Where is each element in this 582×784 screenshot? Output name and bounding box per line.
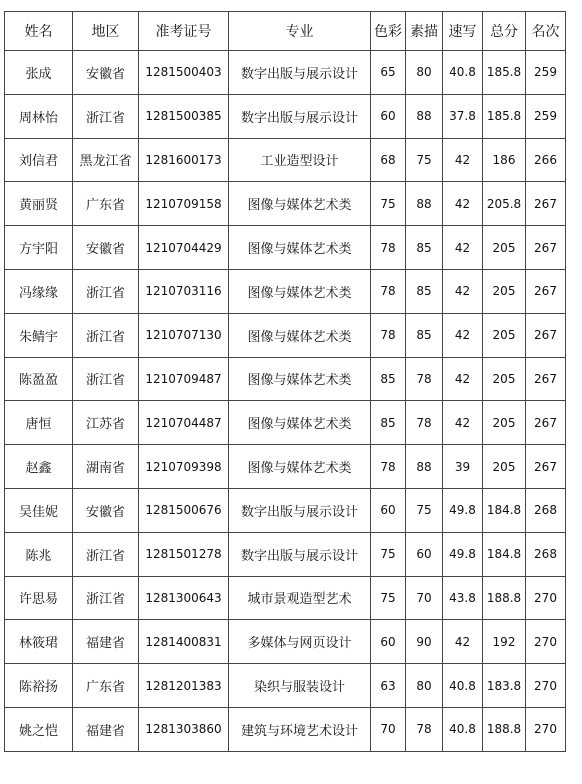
cell-region: 湖南省 — [73, 445, 139, 489]
cell-exam-number: 1281500676 — [139, 488, 229, 532]
cell-total-score: 205 — [483, 313, 526, 357]
cell-exam-number: 1210709487 — [139, 357, 229, 401]
table-row — [5, 664, 566, 708]
table-row — [5, 313, 566, 357]
table-row — [5, 138, 566, 182]
cell-region: 浙江省 — [73, 357, 139, 401]
cell-rank: 268 — [526, 532, 566, 576]
cell-name: 陈裕扬 — [5, 664, 73, 708]
cell-major: 工业造型设计 — [229, 138, 371, 182]
cell-quick-sketch-score: 42 — [443, 269, 483, 313]
cell-exam-number: 1281501278 — [139, 532, 229, 576]
cell-major: 图像与媒体艺术类 — [229, 182, 371, 226]
table-row — [5, 445, 566, 489]
cell-color-score: 75 — [371, 182, 406, 226]
cell-name: 张成 — [5, 51, 73, 95]
cell-sketch-score: 80 — [406, 51, 443, 95]
cell-region: 浙江省 — [73, 532, 139, 576]
table-row — [5, 269, 566, 313]
cell-name: 吴佳妮 — [5, 488, 73, 532]
table-row — [5, 532, 566, 576]
cell-sketch-score: 88 — [406, 445, 443, 489]
cell-color-score: 68 — [371, 138, 406, 182]
header-region: 地区 — [73, 12, 139, 51]
cell-color-score: 63 — [371, 664, 406, 708]
cell-total-score: 185.8 — [483, 51, 526, 95]
cell-name: 林筱珺 — [5, 620, 73, 664]
header-total-score: 总分 — [483, 12, 526, 51]
table-row — [5, 401, 566, 445]
cell-major: 图像与媒体艺术类 — [229, 401, 371, 445]
cell-total-score: 192 — [483, 620, 526, 664]
table-body — [5, 51, 566, 752]
cell-major: 图像与媒体艺术类 — [229, 226, 371, 270]
cell-color-score: 70 — [371, 707, 406, 751]
cell-color-score: 78 — [371, 313, 406, 357]
cell-rank: 266 — [526, 138, 566, 182]
score-table — [4, 11, 566, 752]
cell-quick-sketch-score: 42 — [443, 401, 483, 445]
cell-color-score: 78 — [371, 269, 406, 313]
cell-exam-number: 1210707130 — [139, 313, 229, 357]
cell-region: 浙江省 — [73, 313, 139, 357]
cell-sketch-score: 78 — [406, 401, 443, 445]
table-row — [5, 357, 566, 401]
cell-quick-sketch-score: 40.8 — [443, 664, 483, 708]
cell-major: 数字出版与展示设计 — [229, 94, 371, 138]
cell-sketch-score: 75 — [406, 488, 443, 532]
cell-color-score: 78 — [371, 226, 406, 270]
cell-region: 浙江省 — [73, 94, 139, 138]
cell-major: 图像与媒体艺术类 — [229, 269, 371, 313]
cell-rank: 267 — [526, 445, 566, 489]
cell-sketch-score: 85 — [406, 313, 443, 357]
cell-sketch-score: 78 — [406, 357, 443, 401]
cell-region: 福建省 — [73, 707, 139, 751]
cell-region: 安徽省 — [73, 488, 139, 532]
cell-color-score: 75 — [371, 532, 406, 576]
header-name: 姓名 — [5, 12, 73, 51]
cell-total-score: 205 — [483, 357, 526, 401]
table-row — [5, 94, 566, 138]
cell-name: 姚之恺 — [5, 707, 73, 751]
cell-exam-number: 1281600173 — [139, 138, 229, 182]
cell-exam-number: 1210709158 — [139, 182, 229, 226]
table-row — [5, 488, 566, 532]
cell-rank: 267 — [526, 182, 566, 226]
header-exam-number: 准考证号 — [139, 12, 229, 51]
header-rank: 名次 — [526, 12, 566, 51]
cell-rank: 267 — [526, 357, 566, 401]
cell-quick-sketch-score: 42 — [443, 138, 483, 182]
cell-rank: 267 — [526, 226, 566, 270]
cell-name: 周林怡 — [5, 94, 73, 138]
cell-sketch-score: 78 — [406, 707, 443, 751]
cell-exam-number: 1281500385 — [139, 94, 229, 138]
cell-total-score: 205.8 — [483, 182, 526, 226]
cell-rank: 259 — [526, 51, 566, 95]
cell-name: 方宇阳 — [5, 226, 73, 270]
score-table-container — [4, 11, 566, 752]
cell-rank: 270 — [526, 620, 566, 664]
cell-total-score: 205 — [483, 226, 526, 270]
header-major: 专业 — [229, 12, 371, 51]
cell-major: 图像与媒体艺术类 — [229, 445, 371, 489]
cell-quick-sketch-score: 49.8 — [443, 488, 483, 532]
table-row — [5, 707, 566, 751]
table-header — [5, 12, 566, 51]
cell-rank: 259 — [526, 94, 566, 138]
cell-color-score: 85 — [371, 401, 406, 445]
cell-quick-sketch-score: 42 — [443, 620, 483, 664]
cell-region: 广东省 — [73, 182, 139, 226]
table-row — [5, 576, 566, 620]
cell-exam-number: 1281500403 — [139, 51, 229, 95]
table-row — [5, 226, 566, 270]
cell-rank: 270 — [526, 707, 566, 751]
cell-exam-number: 1210704429 — [139, 226, 229, 270]
cell-exam-number: 1210709398 — [139, 445, 229, 489]
cell-sketch-score: 70 — [406, 576, 443, 620]
cell-color-score: 75 — [371, 576, 406, 620]
cell-color-score: 85 — [371, 357, 406, 401]
cell-region: 江苏省 — [73, 401, 139, 445]
cell-total-score: 188.8 — [483, 576, 526, 620]
cell-total-score: 205 — [483, 401, 526, 445]
cell-rank: 267 — [526, 313, 566, 357]
cell-quick-sketch-score: 40.8 — [443, 707, 483, 751]
cell-name: 赵鑫 — [5, 445, 73, 489]
cell-total-score: 186 — [483, 138, 526, 182]
cell-major: 建筑与环境艺术设计 — [229, 707, 371, 751]
cell-name: 唐恒 — [5, 401, 73, 445]
cell-sketch-score: 80 — [406, 664, 443, 708]
cell-exam-number: 1281201383 — [139, 664, 229, 708]
cell-exam-number: 1281303860 — [139, 707, 229, 751]
header-sketch-score: 素描 — [406, 12, 443, 51]
cell-quick-sketch-score: 40.8 — [443, 51, 483, 95]
cell-quick-sketch-score: 42 — [443, 313, 483, 357]
cell-major: 数字出版与展示设计 — [229, 532, 371, 576]
header-quick-sketch-score: 速写 — [443, 12, 483, 51]
cell-total-score: 205 — [483, 445, 526, 489]
cell-total-score: 183.8 — [483, 664, 526, 708]
cell-rank: 270 — [526, 576, 566, 620]
table-row — [5, 620, 566, 664]
cell-name: 朱鲭宇 — [5, 313, 73, 357]
cell-region: 黑龙江省 — [73, 138, 139, 182]
cell-total-score: 184.8 — [483, 488, 526, 532]
cell-quick-sketch-score: 37.8 — [443, 94, 483, 138]
cell-rank: 267 — [526, 269, 566, 313]
cell-sketch-score: 85 — [406, 269, 443, 313]
header-row — [5, 12, 566, 51]
cell-total-score: 184.8 — [483, 532, 526, 576]
cell-major: 多媒体与网页设计 — [229, 620, 371, 664]
cell-sketch-score: 88 — [406, 94, 443, 138]
cell-quick-sketch-score: 42 — [443, 182, 483, 226]
cell-color-score: 60 — [371, 488, 406, 532]
cell-rank: 268 — [526, 488, 566, 532]
cell-major: 图像与媒体艺术类 — [229, 357, 371, 401]
cell-major: 数字出版与展示设计 — [229, 488, 371, 532]
cell-quick-sketch-score: 49.8 — [443, 532, 483, 576]
cell-exam-number: 1281400831 — [139, 620, 229, 664]
cell-major: 染织与服装设计 — [229, 664, 371, 708]
cell-sketch-score: 88 — [406, 182, 443, 226]
cell-major: 图像与媒体艺术类 — [229, 313, 371, 357]
cell-quick-sketch-score: 42 — [443, 226, 483, 270]
cell-exam-number: 1210704487 — [139, 401, 229, 445]
cell-color-score: 78 — [371, 445, 406, 489]
cell-total-score: 185.8 — [483, 94, 526, 138]
cell-region: 浙江省 — [73, 576, 139, 620]
cell-name: 陈兆 — [5, 532, 73, 576]
cell-total-score: 188.8 — [483, 707, 526, 751]
cell-name: 许思易 — [5, 576, 73, 620]
cell-name: 冯缘缘 — [5, 269, 73, 313]
cell-name: 陈盈盈 — [5, 357, 73, 401]
cell-quick-sketch-score: 43.8 — [443, 576, 483, 620]
cell-name: 刘信君 — [5, 138, 73, 182]
cell-quick-sketch-score: 42 — [443, 357, 483, 401]
header-color-score: 色彩 — [371, 12, 406, 51]
cell-exam-number: 1281300643 — [139, 576, 229, 620]
cell-region: 浙江省 — [73, 269, 139, 313]
cell-quick-sketch-score: 39 — [443, 445, 483, 489]
cell-sketch-score: 75 — [406, 138, 443, 182]
cell-region: 安徽省 — [73, 226, 139, 270]
cell-sketch-score: 60 — [406, 532, 443, 576]
cell-sketch-score: 90 — [406, 620, 443, 664]
cell-region: 安徽省 — [73, 51, 139, 95]
cell-region: 福建省 — [73, 620, 139, 664]
table-row — [5, 182, 566, 226]
cell-color-score: 60 — [371, 620, 406, 664]
table-row — [5, 51, 566, 95]
cell-total-score: 205 — [483, 269, 526, 313]
cell-color-score: 65 — [371, 51, 406, 95]
cell-rank: 267 — [526, 401, 566, 445]
cell-region: 广东省 — [73, 664, 139, 708]
cell-color-score: 60 — [371, 94, 406, 138]
cell-major: 数字出版与展示设计 — [229, 51, 371, 95]
cell-sketch-score: 85 — [406, 226, 443, 270]
cell-rank: 270 — [526, 664, 566, 708]
cell-name: 黄丽贤 — [5, 182, 73, 226]
cell-exam-number: 1210703116 — [139, 269, 229, 313]
cell-major: 城市景观造型艺术 — [229, 576, 371, 620]
